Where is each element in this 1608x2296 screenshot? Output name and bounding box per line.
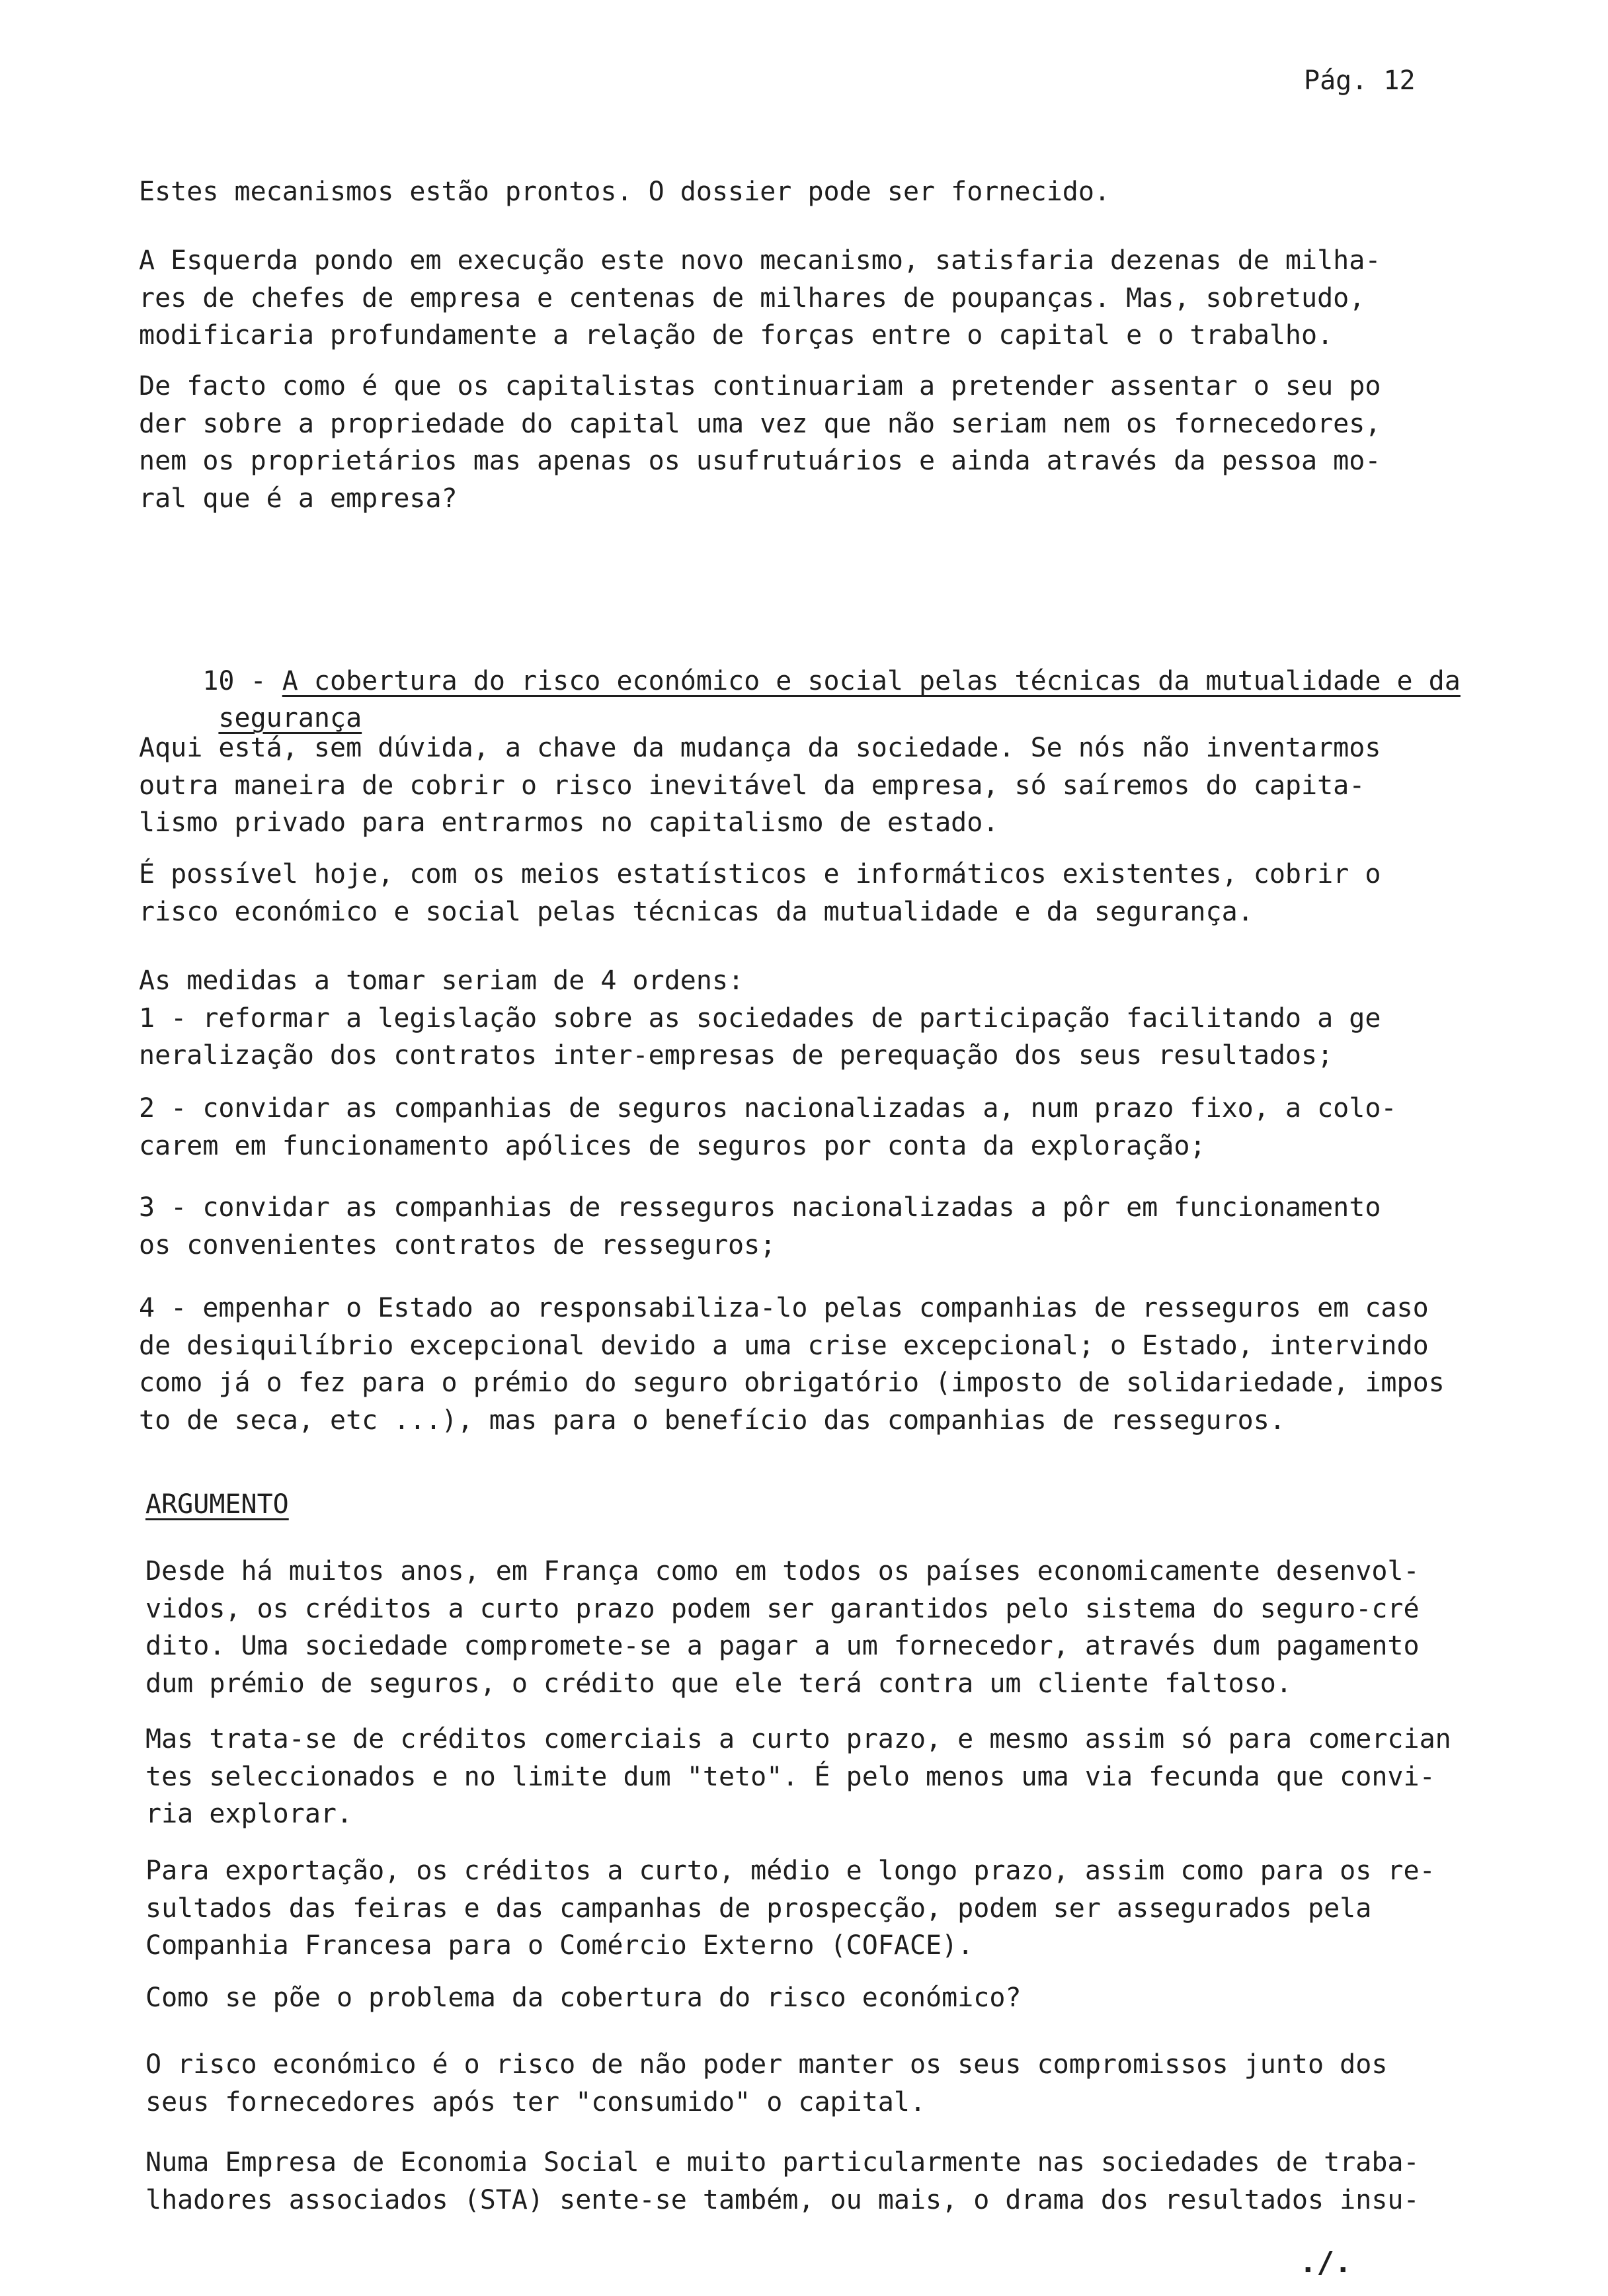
argument-paragraph-6: Numa Empresa de Economia Social e muito particularmente nas sociedades de traba- lhadores associados (STA) sente-se também, ou mais, o drama dos resultados insu- bbox=[145, 2147, 1420, 2215]
section-paragraph-2: É possível hoje, com os meios estatísticos e informáticos existentes, cobrir o risco económico e social pelas técnicas da mutualidade e da segurança. bbox=[139, 859, 1381, 927]
continuation-mark: ./. bbox=[1299, 2246, 1352, 2279]
intro-paragraph-2: A Esquerda pondo em execução este novo mecanismo, satisfaria dezenas de milha- res de chefes de empresa e centenas de milhares de poupanças. Mas, sobretudo, modificaria profundamente a relação de forças entre o capital e o trabalho. bbox=[139, 245, 1381, 350]
section-paragraph-5: 3 - convidar as companhias de resseguros nacionalizadas a pôr em funcionamento os convenientes contratos de resseguros; bbox=[139, 1192, 1381, 1260]
intro-paragraph-3: De facto como é que os capitalistas continuariam a pretender assentar o seu po der sobre a propriedade do capital uma vez que não seriam nem os fornecedores, nem os proprietários mas apenas os usufrutuários e ainda através da pessoa mo- ral que é a empresa? bbox=[139, 371, 1381, 514]
section-paragraph-4: 2 - convidar as companhias de seguros nacionalizadas a, num prazo fixo, a colo- carem em funcionamento apólices de seguros por conta da exploração; bbox=[139, 1093, 1397, 1161]
section-title-line-2: segurança bbox=[218, 703, 362, 733]
argument-paragraph-2: Mas trata-se de créditos comerciais a curto prazo, e mesmo assim só para comercian tes seleccionados e no limite dum "teto". É pelo menos uma via fecunda que convi- ria explorar. bbox=[145, 1724, 1451, 1829]
section-paragraph-3: As medidas a tomar seriam de 4 ordens: 1 - reformar a legislação sobre as sociedades de participação facilitando a ge neralização dos contratos inter-empresas de perequação dos seus resultados; bbox=[139, 965, 1381, 1071]
section-paragraph-6: 4 - empenhar o Estado ao responsabiliza-lo pelas companhias de resseguros em caso de desiquilíbrio excepcional devido a uma crise excepcional; o Estado, intervindo como já o fez para o prémio do seguro obrigatório (imposto de solidariedade, impos to de seca, etc ...), mas para o benefício das companhias de resseguros. bbox=[139, 1293, 1445, 1436]
argument-heading: ARGUMENTO bbox=[145, 1489, 289, 1520]
section-paragraph-1: Aqui está, sem dúvida, a chave da mudança da sociedade. Se nós não inventarmos outra maneira de cobrir o risco inevitável da empresa, só saíremos do capita- lismo privado para entrarmos no capitalismo de estado. bbox=[139, 733, 1381, 838]
argument-paragraph-5: O risco económico é o risco de não poder manter os seus compromissos junto dos seus fornecedores após ter "consumido" o capital. bbox=[145, 2049, 1388, 2117]
intro-paragraph-1: Estes mecanismos estão prontos. O dossier pode ser fornecido. bbox=[139, 177, 1111, 207]
section-number: 10 - bbox=[202, 666, 282, 696]
page-number: Pág. 12 bbox=[1304, 65, 1416, 96]
section-title-line-1: A cobertura do risco económico e social pelas técnicas da mutualidade e da bbox=[282, 666, 1461, 696]
argument-paragraph-1: Desde há muitos anos, em França como em todos os países economicamente desenvol- vidos, os créditos a curto prazo podem ser garantidos pelo sistema do seguro-cré dito. Uma sociedade compromete-se a pagar a um fornecedor, através dum pagamento dum prémio de seguros, o crédito que ele terá contra um cliente faltoso. bbox=[145, 1556, 1420, 1699]
argument-paragraph-4: Como se põe o problema da cobertura do risco económico? bbox=[145, 1983, 1022, 2013]
argument-paragraph-3: Para exportação, os créditos a curto, médio e longo prazo, assim como para os re- sultados das feiras e das campanhas de prospecção, podem ser assegurados pela Companhia Francesa para o Comércio Externo (COFACE). bbox=[145, 1856, 1435, 1961]
